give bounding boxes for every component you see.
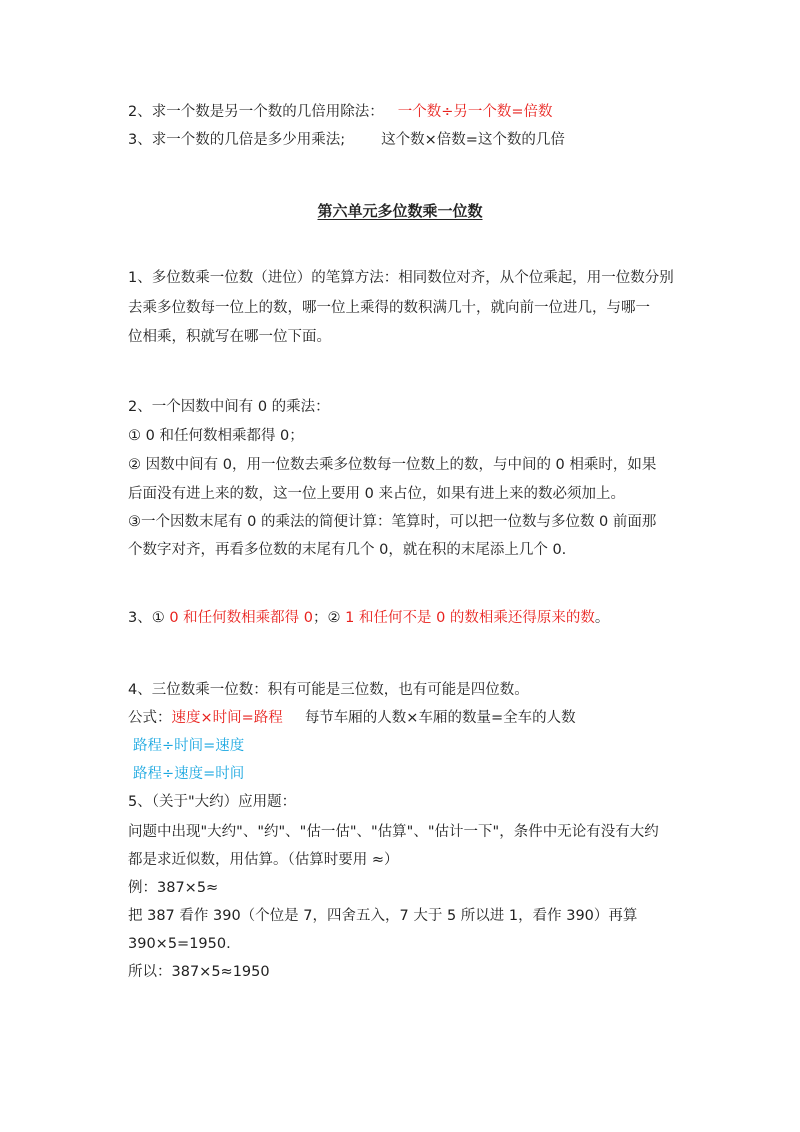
formula-label: 公式： bbox=[128, 710, 172, 726]
paragraph-5-line-2: 问题中出现"大约"、"约"、"估一估"、"估算"、"估计一下"，条件中无论有没有大约 bbox=[128, 824, 659, 840]
paragraph-2-line-1: 2、一个因数中间有 0 的乘法： bbox=[128, 399, 330, 415]
paragraph-3-line bbox=[128, 608, 609, 628]
rule-multiplication-label: 3、求一个数的几倍是多少用乘法; bbox=[128, 132, 346, 148]
paragraph-1-line-3: 位相乘，积就写在哪一位下面。 bbox=[128, 329, 331, 345]
paragraph-2-line-6: 个数字对齐，再看多位数的末尾有几个 0，就在积的末尾添上几个 0. bbox=[128, 542, 567, 558]
rule-division-label: 2、求一个数是另一个数的几倍用除法： bbox=[128, 104, 384, 120]
paragraph-1-line-1: 1、多位数乘一位数（进位）的笔算方法：相同数位对齐，从个位乘起，用一位数分别 bbox=[128, 270, 674, 286]
example-line-1: 例：387×5≈ bbox=[128, 880, 219, 896]
rule-division-formula: 一个数÷另一个数=倍数 bbox=[397, 104, 553, 120]
rule-multiplication-line bbox=[128, 130, 565, 150]
paragraph-5-line-1: 5、（关于"大约）应用题： bbox=[128, 794, 297, 810]
paragraph-3-prefix: 3、① bbox=[128, 610, 170, 626]
paragraph-2-line-2: ① 0 和任何数相乘都得 0； bbox=[128, 428, 304, 444]
paragraph-2-line-3: ② 因数中间有 0，用一位数去乘多位数每一位数上的数，与中间的 0 相乘时，如果 bbox=[128, 457, 657, 473]
paragraph-4-line-1: 4、三位数乘一位数：积有可能是三位数，也有可能是四位数。 bbox=[128, 682, 529, 698]
section-title: 第六单元多位数乘一位数 bbox=[317, 202, 483, 220]
formula-speed: 路程÷时间=速度 bbox=[133, 738, 245, 754]
paragraph-1-line-2: 去乘多位数每一位上的数，哪一位上乘得的数积满几十，就向前一位进几，与哪一 bbox=[128, 300, 650, 316]
formula-line bbox=[128, 708, 576, 728]
paragraph-3-separator: ；② bbox=[313, 610, 346, 626]
paragraph-2-line-4: 后面没有进上来的数，这一位上要用 0 来占位，如果有进上来的数必须加上。 bbox=[128, 486, 625, 502]
paragraph-3-rule-one: 1 和任何不是 0 的数相乘还得原来的数 bbox=[345, 610, 595, 626]
formula-passengers: 每节车厢的人数×车厢的数量=全车的人数 bbox=[304, 710, 576, 726]
example-line-2: 把 387 看作 390（个位是 7，四舍五入，7 大于 5 所以进 1，看作 390）再算 bbox=[128, 908, 638, 924]
formula-time: 路程÷速度=时间 bbox=[133, 766, 245, 782]
rule-division-line bbox=[128, 102, 553, 122]
example-line-3: 390×5=1950. bbox=[128, 936, 231, 952]
paragraph-5-line-3: 都是求近似数，用估算。（估算时要用 ≈） bbox=[128, 852, 399, 868]
formula-distance: 速度×时间=路程 bbox=[171, 710, 283, 726]
paragraph-3-rule-zero: 0 和任何数相乘都得 0 bbox=[169, 610, 314, 626]
paragraph-3-end: 。 bbox=[594, 610, 610, 626]
rule-multiplication-formula: 这个数×倍数=这个数的几倍 bbox=[381, 132, 565, 148]
paragraph-2-line-5: ③一个因数末尾有 0 的乘法的简便计算：笔算时，可以把一位数与多位数 0 前面那 bbox=[128, 514, 657, 530]
example-line-4: 所以：387×5≈1950 bbox=[128, 964, 270, 980]
